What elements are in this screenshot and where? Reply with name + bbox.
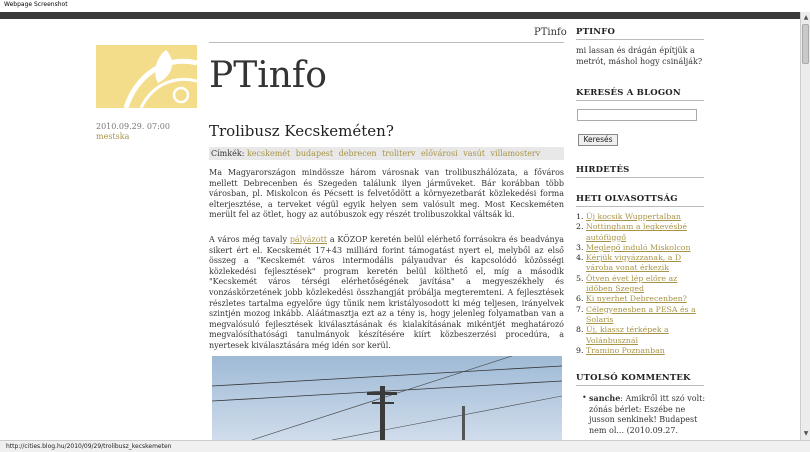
sidebar-divider (576, 385, 704, 386)
sidebar-heading: HIRDETÉS (576, 165, 630, 175)
post-paragraph (209, 235, 564, 352)
post-meta (96, 122, 170, 142)
top-post-link[interactable]: Ki nyerhet Debrecenben? (586, 294, 687, 304)
scroll-thumb[interactable] (802, 24, 809, 64)
post-date: 2010.09.29. 07:00 (96, 122, 170, 131)
list-number: 7. (576, 304, 584, 314)
list-item (576, 325, 704, 346)
trolley-wires-image (212, 356, 562, 440)
list-number: 1. (576, 212, 584, 221)
top-posts-list (576, 212, 704, 356)
list-number: 4. (576, 253, 584, 263)
blog-logo[interactable] (96, 45, 197, 108)
top-post-link[interactable]: Nottingham a legkevésbé autófüggő (586, 222, 688, 242)
top-post-link[interactable]: Meglepő induló Miskolcon (586, 242, 691, 252)
vertical-scrollbar[interactable] (800, 12, 810, 440)
list-number: 9. (576, 345, 584, 355)
blog-description: mi lassan és drágán építjük a metrót, máshol hogy csinálják? (576, 46, 703, 66)
scroll-up-icon[interactable]: ▲ (803, 14, 809, 21)
post-paragraph: Ma Magyarországon mindössze három városnak van trolibuszhálózata, a főváros mellett Debrecenben és Szegeden találunk ilyen járműveket. Bár korábban több városban, pl. Miskolcon és Pécsett is felvetődött a környezetbarát közlekedési forma elterjesztése, a terveket végül egyik helyen sem valósult meg. Most Kecskeméten merült fel az ötlet, hogy az autóbuszok egy részét trolibuszokkal váltsák ki. (209, 168, 564, 220)
top-post-link[interactable]: Ötven évet lép előre az időben Szeged (586, 273, 678, 294)
sidebar-top-posts (576, 194, 704, 207)
list-item (576, 346, 704, 356)
list-number: 2. (576, 222, 584, 232)
palyazott-link[interactable]: pályázott (289, 235, 328, 244)
sidebar-divider (576, 177, 704, 178)
sidebar-heading: UTOLSÓ KOMMENTEK (576, 373, 691, 383)
swirl-logo-icon (96, 45, 197, 108)
sidebar-search (576, 88, 704, 101)
list-number: 3. (576, 242, 584, 252)
scroll-down-icon[interactable]: ▼ (803, 430, 809, 437)
tag-link[interactable]: troliterv (382, 149, 416, 158)
comment-item (582, 393, 711, 436)
list-item (576, 222, 704, 243)
tag-link[interactable]: debrecen (338, 149, 377, 158)
tag-link[interactable]: villamosterv (490, 149, 541, 158)
sidebar-comments (576, 373, 704, 386)
sidebar-divider (576, 39, 704, 40)
sidebar-divider (576, 100, 704, 101)
top-post-link[interactable]: Új, klassz térképek a Volánbusznál (586, 325, 669, 345)
list-number: 8. (576, 325, 584, 335)
window-title: Webpage Screenshot (0, 0, 810, 12)
list-item (576, 305, 704, 326)
sidebar-heading: KERESÉS A BLOGON (576, 88, 681, 98)
comment-author[interactable]: sanche (589, 393, 621, 403)
list-number: 5. (576, 273, 584, 283)
post-photo (212, 356, 562, 440)
paragraph-text: A város még tavaly (209, 235, 290, 244)
top-post-link[interactable]: Új kocsik Wuppertalban (586, 212, 681, 221)
list-number: 6. (576, 294, 584, 304)
comment-text[interactable]: : Amikről itt szó volt: zónás bérlet: Eszébe ne jusson senkinek! Budapest nem ol... (2010.09.27. (589, 394, 706, 435)
sidebar-heading: HETI OLVASOTTSÁG (576, 194, 678, 204)
list-item (576, 253, 704, 274)
top-post-link[interactable]: Célegyenesben a PESA és a Solaris (586, 304, 696, 324)
list-item (576, 274, 704, 295)
search-button[interactable]: Keresés (578, 134, 618, 146)
sidebar-heading: PTINFO (576, 27, 616, 37)
status-bar-url: http://cities.blog.hu/2010/09/29/trolibusz_kecskemeten (0, 440, 810, 452)
top-bar (0, 12, 800, 19)
list-item (576, 294, 704, 304)
top-post-link[interactable]: Tramino Poznanban (586, 345, 665, 355)
header-divider (209, 42, 564, 43)
sidebar-ads (576, 165, 704, 178)
list-item (576, 243, 704, 253)
tag-link[interactable]: vasút (463, 149, 485, 158)
sidebar-about (576, 27, 704, 67)
tag-link[interactable]: kecskemét (246, 149, 291, 158)
tags-label: Címkék: (211, 149, 245, 158)
tags-bar (209, 147, 564, 160)
top-post-link[interactable]: Kérjük vigyázzanak, a D vároba vonat érkezik (586, 253, 682, 273)
bullet-icon: • (582, 393, 587, 402)
sidebar-divider (576, 206, 704, 207)
site-title[interactable]: PTinfo (209, 55, 327, 96)
paragraph-text: a KÖZOP keretén belül elérhető forrásokra és beadványa sikert ért el. Kecskemét 17+43 milliárd forint támogatást nyert el, melyből az első összeg a "Kecskemét város intermodális pályaudvar és kapcsolódó közösségi közlekedési fejlesztések" program keretén belül költhető el, míg a második "Kecskemét város térségi elérhetőségének javítása" a megyeszékhely és vonzáskörzetének jobb közlekedési összhangját próbálja megteremteni. A fejlesztések részletes tartalma egyelőre úgy tűnik nem kristályosodott ki még teljesen, irányelvek szintjén mozog inkább. Aláátmasztja ezt az a tény is, hogy jelenleg folyamatban van a megvalósuló fejlesztések kiválasztásának és kialakításának mikéntjét meghatározó megvalósíthatósági tanulmányok készítésére kiírt közbeszerzési procedúra, a nyertesek kiválasztására még idén sor kerül. (209, 235, 565, 350)
post-author[interactable]: mestska (96, 132, 130, 141)
tag-link[interactable]: budapest (295, 149, 334, 158)
post-title[interactable]: Trolibusz Kecskeméten? (209, 122, 394, 140)
tag-link[interactable]: elővárosi (420, 149, 458, 158)
search-input[interactable] (577, 109, 697, 121)
site-link[interactable]: PTinfo (534, 27, 567, 38)
list-item (576, 212, 704, 222)
